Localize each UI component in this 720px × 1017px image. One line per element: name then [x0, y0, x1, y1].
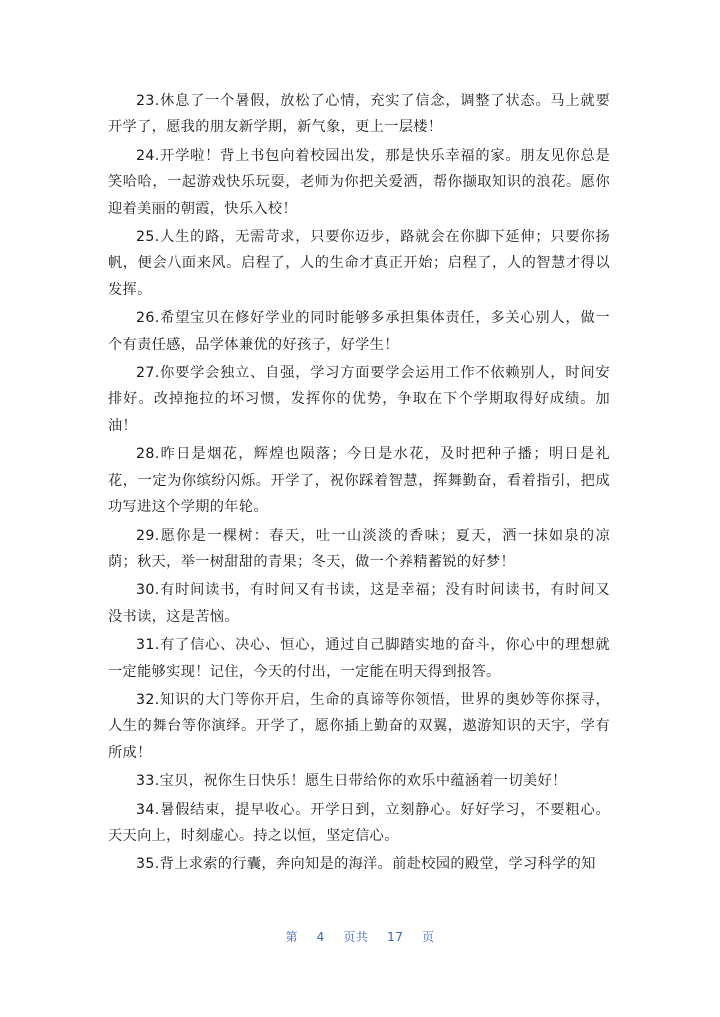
paragraph-34: 34.暑假结束，提早收心。开学日到，立刻静心。好好学习，不要粗心。天天向上，时刻虚心。持之以恒，坚定信心。 — [108, 801, 610, 844]
page-number-footer — [0, 928, 720, 945]
footer-ye: 页 — [422, 930, 435, 944]
paragraph-31: 31.有了信心、决心、恒心，通过自己脚踏实地的奋斗，你心中的理想就一定能够实现！记住，今天的付出，一定能在明天得到报答。 — [108, 637, 610, 680]
current-page-number: 4 — [316, 930, 325, 944]
paragraph-30: 30.有时间读书，有时间又有书读，这是幸福；没有时间读书，有时间又没书读，这是苦恼。 — [108, 582, 610, 625]
total-page-count: 17 — [387, 930, 404, 944]
paragraph-33: 33.宝贝，祝你生日快乐！愿生日带给你的欢乐中蕴涵着一切美好！ — [136, 773, 567, 790]
paragraph-26: 26.希望宝贝在修好学业的同时能够多承担集体责任，多关心别人，做一个有责任感，品学体兼优的好孩子，好学生！ — [108, 310, 610, 353]
document-body — [108, 88, 610, 880]
footer-di: 第 — [285, 930, 298, 944]
footer-ye-gong: 页共 — [343, 930, 369, 944]
paragraph-28: 28.昨日是烟花，辉煌也陨落；今日是水花，及时把种子播；明日是礼花，一定为你缤纷闪烁。开学了，祝你踩着智慧，挥舞勤奋，看着指引，把成功写进这个学期的年轮。 — [108, 446, 610, 516]
paragraph-32: 32.知识的大门等你开启，生命的真谛等你领悟，世界的奥妙等你探寻，人生的舞台等你演绎。开学了，愿你插上勤奋的双翼，遨游知识的天宇，学有所成！ — [108, 691, 610, 761]
paragraph-24: 24.开学啦！背上书包向着校园出发，那是快乐幸福的家。朋友见你总是笑哈哈，一起游戏快乐玩耍，老师为你把关爱洒，帮你撷取知识的浪花。愿你迎着美丽的朝霞，快乐入校！ — [108, 147, 610, 217]
paragraph-25: 25.人生的路，无需苛求，只要你迈步，路就会在你脚下延伸；只要你扬帆，便会八面来风。启程了，人的生命才真正开始；启程了，人的智慧才得以发挥。 — [108, 229, 610, 298]
paragraph-23: 23.休息了一个暑假，放松了心情，充实了信念，调整了状态。马上就要开学了，愿我的朋友新学期，新气象，更上一层楼！ — [108, 93, 610, 136]
paragraph-29: 29.愿你是一棵树：春天，吐一山淡淡的香味；夏天，洒一抹如泉的凉荫；秋天，举一树甜甜的青果；冬天，做一个养精蓄锐的好梦！ — [108, 527, 610, 570]
paragraph-27: 27.你要学会独立、自强，学习方面要学会运用工作不依赖别人，时间安排好。改掉拖拉的坏习惯，发挥你的优势，争取在下个学期取得好成绩。加油！ — [108, 365, 610, 434]
paragraph-35: 35.背上求索的行囊，奔向知是的海洋。前赴校园的殿堂，学习科学的知 — [136, 856, 596, 873]
